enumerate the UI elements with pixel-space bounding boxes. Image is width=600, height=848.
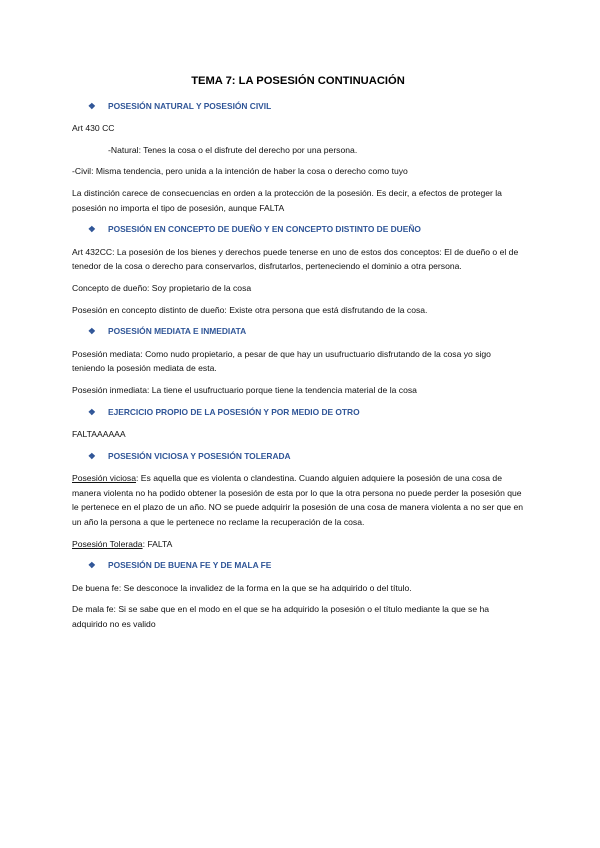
section-heading-text: POSESIÓN DE BUENA FE Y DE MALA FE xyxy=(108,560,272,571)
section-heading xyxy=(88,99,524,114)
term-definition: : FALTA xyxy=(142,538,173,549)
paragraph: Posesión mediata: Como nudo propietario, a pesar de que hay un usufructuario disfrutando de la cosa yo sigo teniendo la posesión mediata de esta. xyxy=(72,348,491,374)
term-label: Posesión Tolerada xyxy=(72,538,143,549)
section-heading-text: POSESIÓN NATURAL Y POSESIÓN CIVIL xyxy=(108,100,272,111)
section-heading-text: POSESIÓN MEDIATA E INMEDIATA xyxy=(108,326,247,337)
paragraph: La distinción carece de consecuencias en orden a la protección de la posesión. Es decir, a efectos de proteger la posesión no importa el tipo de posesión, aunque FALTA xyxy=(72,187,502,213)
paragraph: -Civil: Misma tendencia, pero unida a la intención de haber la cosa o derecho como tuyo xyxy=(72,166,408,177)
paragraph xyxy=(72,471,524,529)
term-label: Posesión viciosa xyxy=(72,473,137,484)
diamond-bullet-icon: ❖ xyxy=(88,560,96,571)
paragraph: Art 432CC: La posesión de los bienes y derechos puede tenerse en uno de estos dos conceptos: El de dueño o el de tenedor de la cosa o derecho para conservarlos, disfrutarlos, perteneciendo el dominio a otra persona. xyxy=(72,246,519,272)
paragraph: Concepto de dueño: Soy propietario de la cosa xyxy=(72,282,252,293)
section-heading xyxy=(88,449,524,464)
section-heading xyxy=(88,405,524,420)
term-definition: : Es aquella que es violenta o clandestina. Cuando alguien adquiere la posesión de una cosa de manera violenta no ha podido obtener la posesión de esta por lo que la otra persona no puede perder la posesión que le pertenece en el plazo de un año. NO se puede adquirir la posesión de una cosa de manera violenta a no ser que en un año la persona a que le pertenece no reclame la recuperación de la cosa. xyxy=(72,473,524,528)
paragraph xyxy=(72,537,524,552)
paragraph: Posesión en concepto distinto de dueño: Existe otra persona que está disfrutando de la cosa. xyxy=(72,304,428,315)
section-heading xyxy=(88,222,524,237)
section-heading xyxy=(88,558,524,573)
document-title: TEMA 7: LA POSESIÓN CONTINUACIÓN xyxy=(191,75,405,87)
section-heading-text: EJERCICIO PROPIO DE LA POSESIÓN Y POR MEDIO DE OTRO xyxy=(108,406,360,417)
section-heading-text: POSESIÓN VICIOSA Y POSESIÓN TOLERADA xyxy=(108,450,291,461)
diamond-bullet-icon: ❖ xyxy=(88,406,96,417)
diamond-bullet-icon: ❖ xyxy=(88,326,96,337)
paragraph: De buena fe: Se desconoce la invalidez de la forma en la que se ha adquirido o del título. xyxy=(72,582,412,593)
section-heading-text: POSESIÓN EN CONCEPTO DE DUEÑO Y EN CONCEPTO DISTINTO DE DUEÑO xyxy=(108,224,421,235)
paragraph: Art 430 CC xyxy=(72,123,115,134)
paragraph: -Natural: Tenes la cosa o el disfrute del derecho por una persona. xyxy=(108,144,358,155)
section-heading xyxy=(88,324,524,339)
paragraph: Posesión inmediata: La tiene el usufructuario porque tiene la tendencia material de la cosa xyxy=(72,384,417,395)
diamond-bullet-icon: ❖ xyxy=(88,450,96,461)
diamond-bullet-icon: ❖ xyxy=(88,224,96,235)
paragraph: FALTAAAAAA xyxy=(72,429,126,440)
diamond-bullet-icon: ❖ xyxy=(88,100,96,111)
paragraph: De mala fe: Si se sabe que en el modo en el que se ha adquirido la posesión o el título mediante la que se ha adquirido no es valido xyxy=(72,604,490,630)
